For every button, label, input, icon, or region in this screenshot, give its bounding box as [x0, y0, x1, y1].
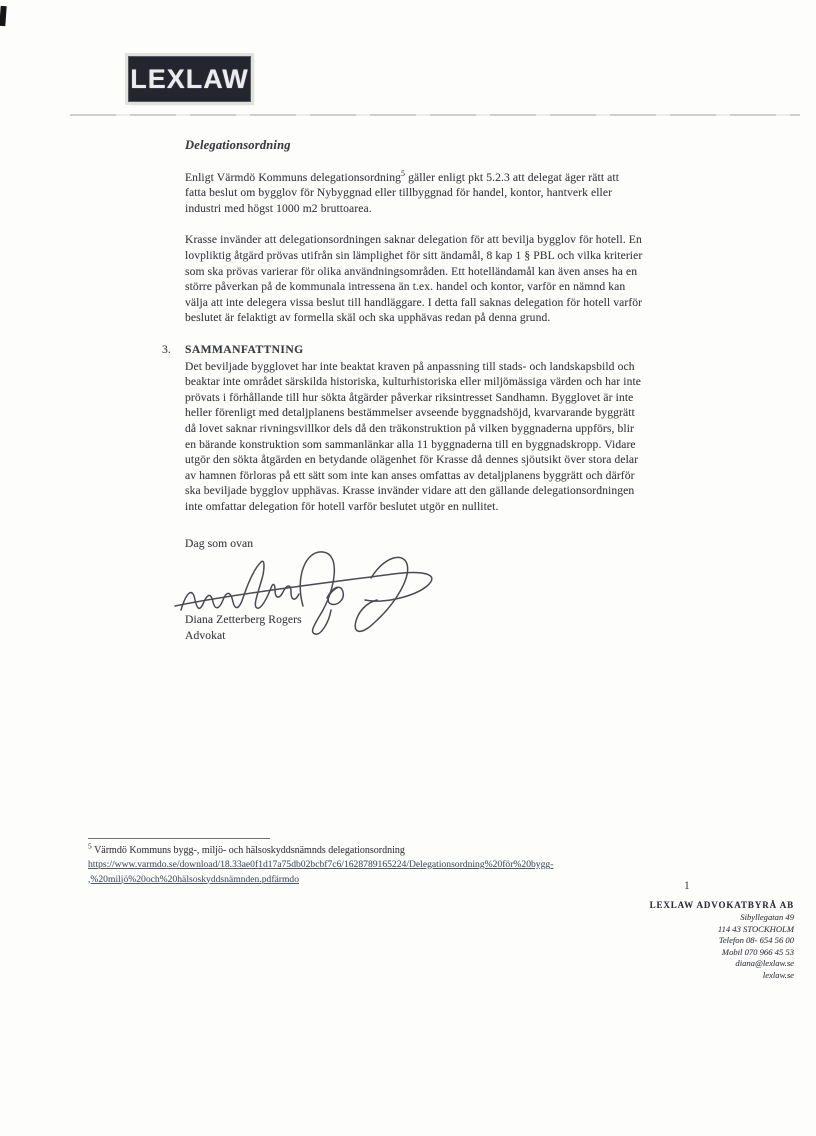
header-divider	[70, 114, 800, 116]
footnote-reference: 5	[401, 168, 406, 178]
footnote-url-line2[interactable]: ,%20miljö%20och%20hälsoskyddsnämnden.pdfärmdo	[88, 873, 300, 885]
letter-body	[162, 138, 643, 643]
summary-content	[185, 342, 643, 515]
list-number: 3.	[162, 342, 171, 356]
footer-company-name: LEXLAW ADVOKATBYRÅ AB	[649, 900, 794, 910]
footnote-url-line1[interactable]: https://www.varmdo.se/download/18.33ae0f1d17a75db02bcbf7c6/1628789165224/Delegationsordning%20för%20bygg-	[88, 859, 554, 870]
footnote-text: Värmdö Kommuns bygg-, miljö- och hälsoskyddsnämnds delegationsordning	[91, 845, 405, 856]
footer-email[interactable]: diana@lexlaw.se	[735, 958, 794, 969]
footer-address: Sibyllegatan 49	[740, 912, 794, 922]
signer-title: Advokat	[185, 628, 226, 642]
section-heading: Delegationsordning	[185, 138, 291, 152]
lexlaw-logo	[128, 56, 251, 102]
paragraph-krasse-objection: Krasse invänder att delegationsordningen saknar delegation för att bevilja bygglov för hotell. En lovpliktig åtgärd prövas utifrån sin lämplighet för sitt ändamål, 8 kap 1 § PBL och vilka kriterier som ska prövas varierar för olika användningsområden. Ett hotelländamål kan även anses ha en större påverkan på de kommunala intressena än t.ex. handel och kontor, varför en nämnd kan välja att inte delegera vissa beslut till handläggare. I detta fall saknas delegation för hotell varför beslutet är felaktigt av formella skäl och ska upphävas redan på denna grund.	[185, 233, 643, 325]
scan-artifact-mark	[0, 6, 7, 26]
footer-city: 114 43 STOCKHOLM	[717, 923, 794, 934]
summary-title: SAMMANFATTNING	[185, 342, 304, 356]
footer-phone: Telefon 08- 654 56 00	[718, 935, 794, 946]
footnote-marker: 5	[88, 841, 92, 851]
paragraph-delegation-lead: Enligt Värmdö Kommuns delegationsordning	[185, 170, 401, 184]
date-line: Dag som ovan	[185, 537, 254, 551]
signer-name: Diana Zetterberg Rogers	[185, 613, 302, 627]
footer-mobile: Mobil 070 966 45 53	[721, 946, 794, 957]
paragraph-delegation-rest: gäller enligt pkt 5.2.3 att delegat äger rätt att fatta beslut om bygglov för Nybyggnad eller tillbyggnad för handel, kontor, hantverk eller industri med högst 1000 m2 bruttoarea.	[185, 170, 620, 215]
footnote-divider	[88, 838, 270, 839]
footnote-text-line	[88, 841, 668, 858]
footer-website[interactable]: lexlaw.se	[762, 969, 794, 980]
footnote-block	[88, 838, 668, 887]
page-number: 1	[684, 880, 690, 892]
summary-body: Det beviljade bygglovet har inte beaktat kraven på anpassning till stads- och landskapsbild och beaktar inte området särskilda historiska, kulturhistoriska eller miljömässiga värden och har inte prövats i förhållande till hur sökta åtgärder påverkar riksintresset Sandhamn. Bygglovet är inte heller förenligt med detaljplanens bestämmelser avseende byggnadshöjd, kvarvarande byggrätt då lovet saknar rivningsvillkor dels då den träkonstruktion på vilken byggnaderna uppförs, blir en bärande konstruktion som sammanlänkar alla 11 byggnaderna till en byggnadskropp. Vidare utgör den sökta åtgärden en betydande olägenhet för Krasse då dennes sjöutsikt över stora delar av hamnen förloras på ett sätt som inte kan anses omfattas av detaljplanens byggrätt och därför ska beviljade bygglov upphävas. Krasse invänder vidare att den gällande delegationsordningen inte omfattar delegation för hotell varför beslutet utgör en nullitet.	[185, 359, 642, 513]
paragraph-delegation	[185, 170, 643, 217]
summary-section	[162, 342, 643, 515]
letterhead-footer	[544, 900, 794, 982]
logo-text: LEXLAW	[130, 63, 249, 94]
